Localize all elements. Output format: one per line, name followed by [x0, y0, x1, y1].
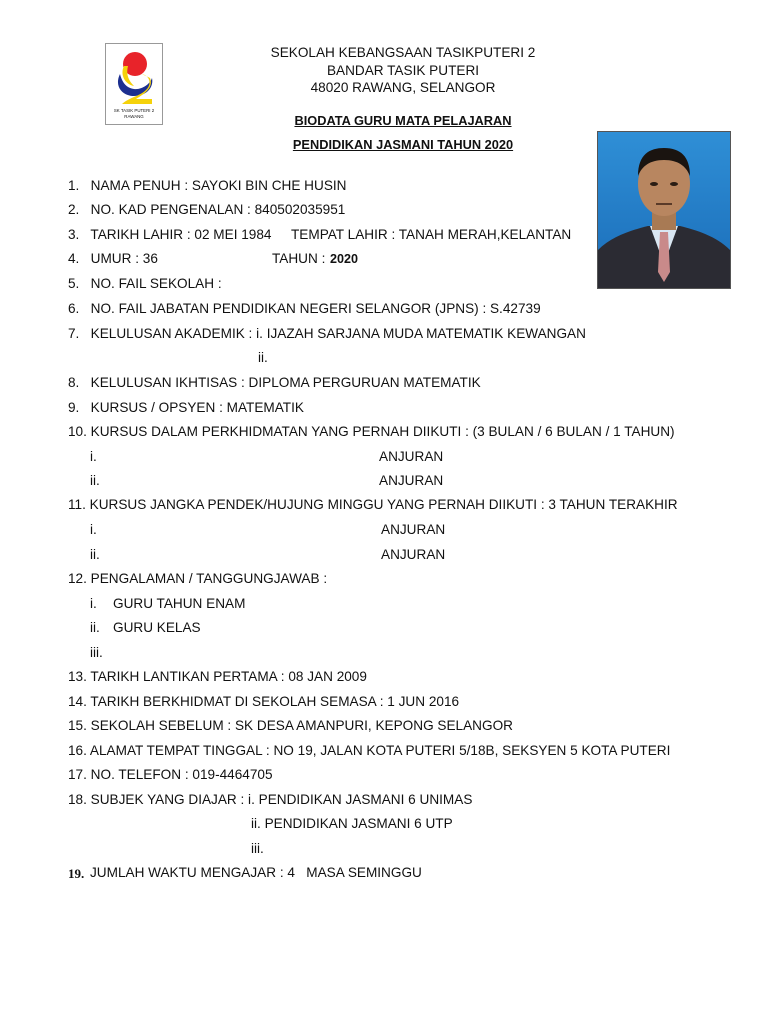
- item-fail-sekolah: 5. NO. FAIL SEKOLAH :: [68, 276, 222, 291]
- item-kursus-perkhidmatan-i: i.: [90, 449, 97, 464]
- logo-text-1: SK TASIK PUTERI 2: [113, 108, 155, 113]
- item-subjek-diajar-iii: iii.: [251, 841, 264, 856]
- item-umur: 4. UMUR : 36: [68, 251, 158, 266]
- school-name: SEKOLAH KEBANGSAAN TASIKPUTERI 2: [270, 45, 536, 60]
- item-telefon: 17. NO. TELEFON : 019-4464705: [68, 767, 273, 782]
- item-subjek-diajar: 18. SUBJEK YANG DIAJAR : i. PENDIDIKAN JASMANI 6 UNIMAS: [68, 792, 473, 807]
- item-jumlah-waktu: JUMLAH WAKTU MENGAJAR : 4 MASA SEMINGGU: [90, 865, 422, 880]
- item-pengalaman-iii-num: iii.: [90, 645, 103, 660]
- item-nama-penuh: 1. NAMA PENUH : SAYOKI BIN CHE HUSIN: [68, 178, 347, 193]
- item-kursus-perkhidmatan-ii: ii.: [90, 473, 100, 488]
- item-kursus-perkhidmatan: 10. KURSUS DALAM PERKHIDMATAN YANG PERNAH DIIKUTI : (3 BULAN / 6 BULAN / 1 TAHUN): [68, 424, 675, 439]
- item-tahun-value: 2020: [330, 252, 359, 266]
- item-kelulusan-akademik-ii: ii.: [258, 350, 268, 365]
- item-kursus-jangka-pendek-i: i.: [90, 522, 97, 537]
- item-pengalaman-i-num: i.: [90, 596, 97, 611]
- item-kelulusan-ikhtisas: 8. KELULUSAN IKHTISAS : DIPLOMA PERGURUAN MATEMATIK: [68, 375, 481, 390]
- school-address-1: BANDAR TASIK PUTERI: [326, 63, 480, 78]
- item-pengalaman-ii: GURU KELAS: [113, 620, 201, 635]
- item-tempat-lahir: TEMPAT LAHIR : TANAH MERAH,KELANTAN: [291, 227, 572, 242]
- logo-text-2: RAWANG: [124, 114, 144, 119]
- document-title: BIODATA GURU MATA PELAJARAN: [294, 113, 512, 128]
- item-alamat: 16. ALAMAT TEMPAT TINGGAL : NO 19, JALAN KOTA PUTERI 5/18B, SEKSYEN 5 KOTA PUTERI: [68, 743, 671, 758]
- item-pengalaman-i: GURU TAHUN ENAM: [113, 596, 246, 611]
- item-tarikh-lahir: 3. TARIKH LAHIR : 02 MEI 1984: [68, 227, 272, 242]
- school-address-2: 48020 RAWANG, SELANGOR: [310, 80, 496, 95]
- item-kursus-perkhidmatan-i-anjuran: ANJURAN: [379, 449, 444, 464]
- item-tarikh-berkhidmat: 14. TARIKH BERKHIDMAT DI SEKOLAH SEMASA : 1 JUN 2016: [68, 694, 460, 709]
- item-kad-pengenalan: 2. NO. KAD PENGENALAN : 840502035951: [68, 202, 346, 217]
- item-jumlah-waktu-num: 19.: [68, 866, 85, 881]
- item-sekolah-sebelum: 15. SEKOLAH SEBELUM : SK DESA AMANPURI, KEPONG SELANGOR: [68, 718, 513, 733]
- item-kursus-perkhidmatan-ii-anjuran: ANJURAN: [379, 473, 444, 488]
- item-kelulusan-akademik: 7. KELULUSAN AKADEMIK : i. IJAZAH SARJANA MUDA MATEMATIK KEWANGAN: [68, 326, 586, 341]
- item-kursus-jangka-pendek: 11. KURSUS JANGKA PENDEK/HUJUNG MINGGU YANG PERNAH DIIKUTI : 3 TAHUN TERAKHIR: [68, 497, 678, 512]
- item-pengalaman-ii-num: ii.: [90, 620, 100, 635]
- item-tahun-label: TAHUN :: [272, 251, 326, 266]
- item-kursus-jangka-pendek-i-anjuran: ANJURAN: [381, 522, 446, 537]
- item-tarikh-lantikan: 13. TARIKH LANTIKAN PERTAMA : 08 JAN 2009: [68, 669, 367, 684]
- teacher-photo: [597, 131, 731, 289]
- item-pengalaman: 12. PENGALAMAN / TANGGUNGJAWAB :: [68, 571, 328, 586]
- item-kursus-opsyen: 9. KURSUS / OPSYEN : MATEMATIK: [68, 400, 304, 415]
- item-kursus-jangka-pendek-ii: ii.: [90, 547, 100, 562]
- item-fail-jpns: 6. NO. FAIL JABATAN PENDIDIKAN NEGERI SELANGOR (JPNS) : S.42739: [68, 301, 541, 316]
- item-subjek-diajar-ii: ii. PENDIDIKAN JASMANI 6 UTP: [251, 816, 453, 831]
- item-kursus-jangka-pendek-ii-anjuran: ANJURAN: [381, 547, 446, 562]
- document-subtitle: PENDIDIKAN JASMANI TAHUN 2020: [292, 137, 514, 152]
